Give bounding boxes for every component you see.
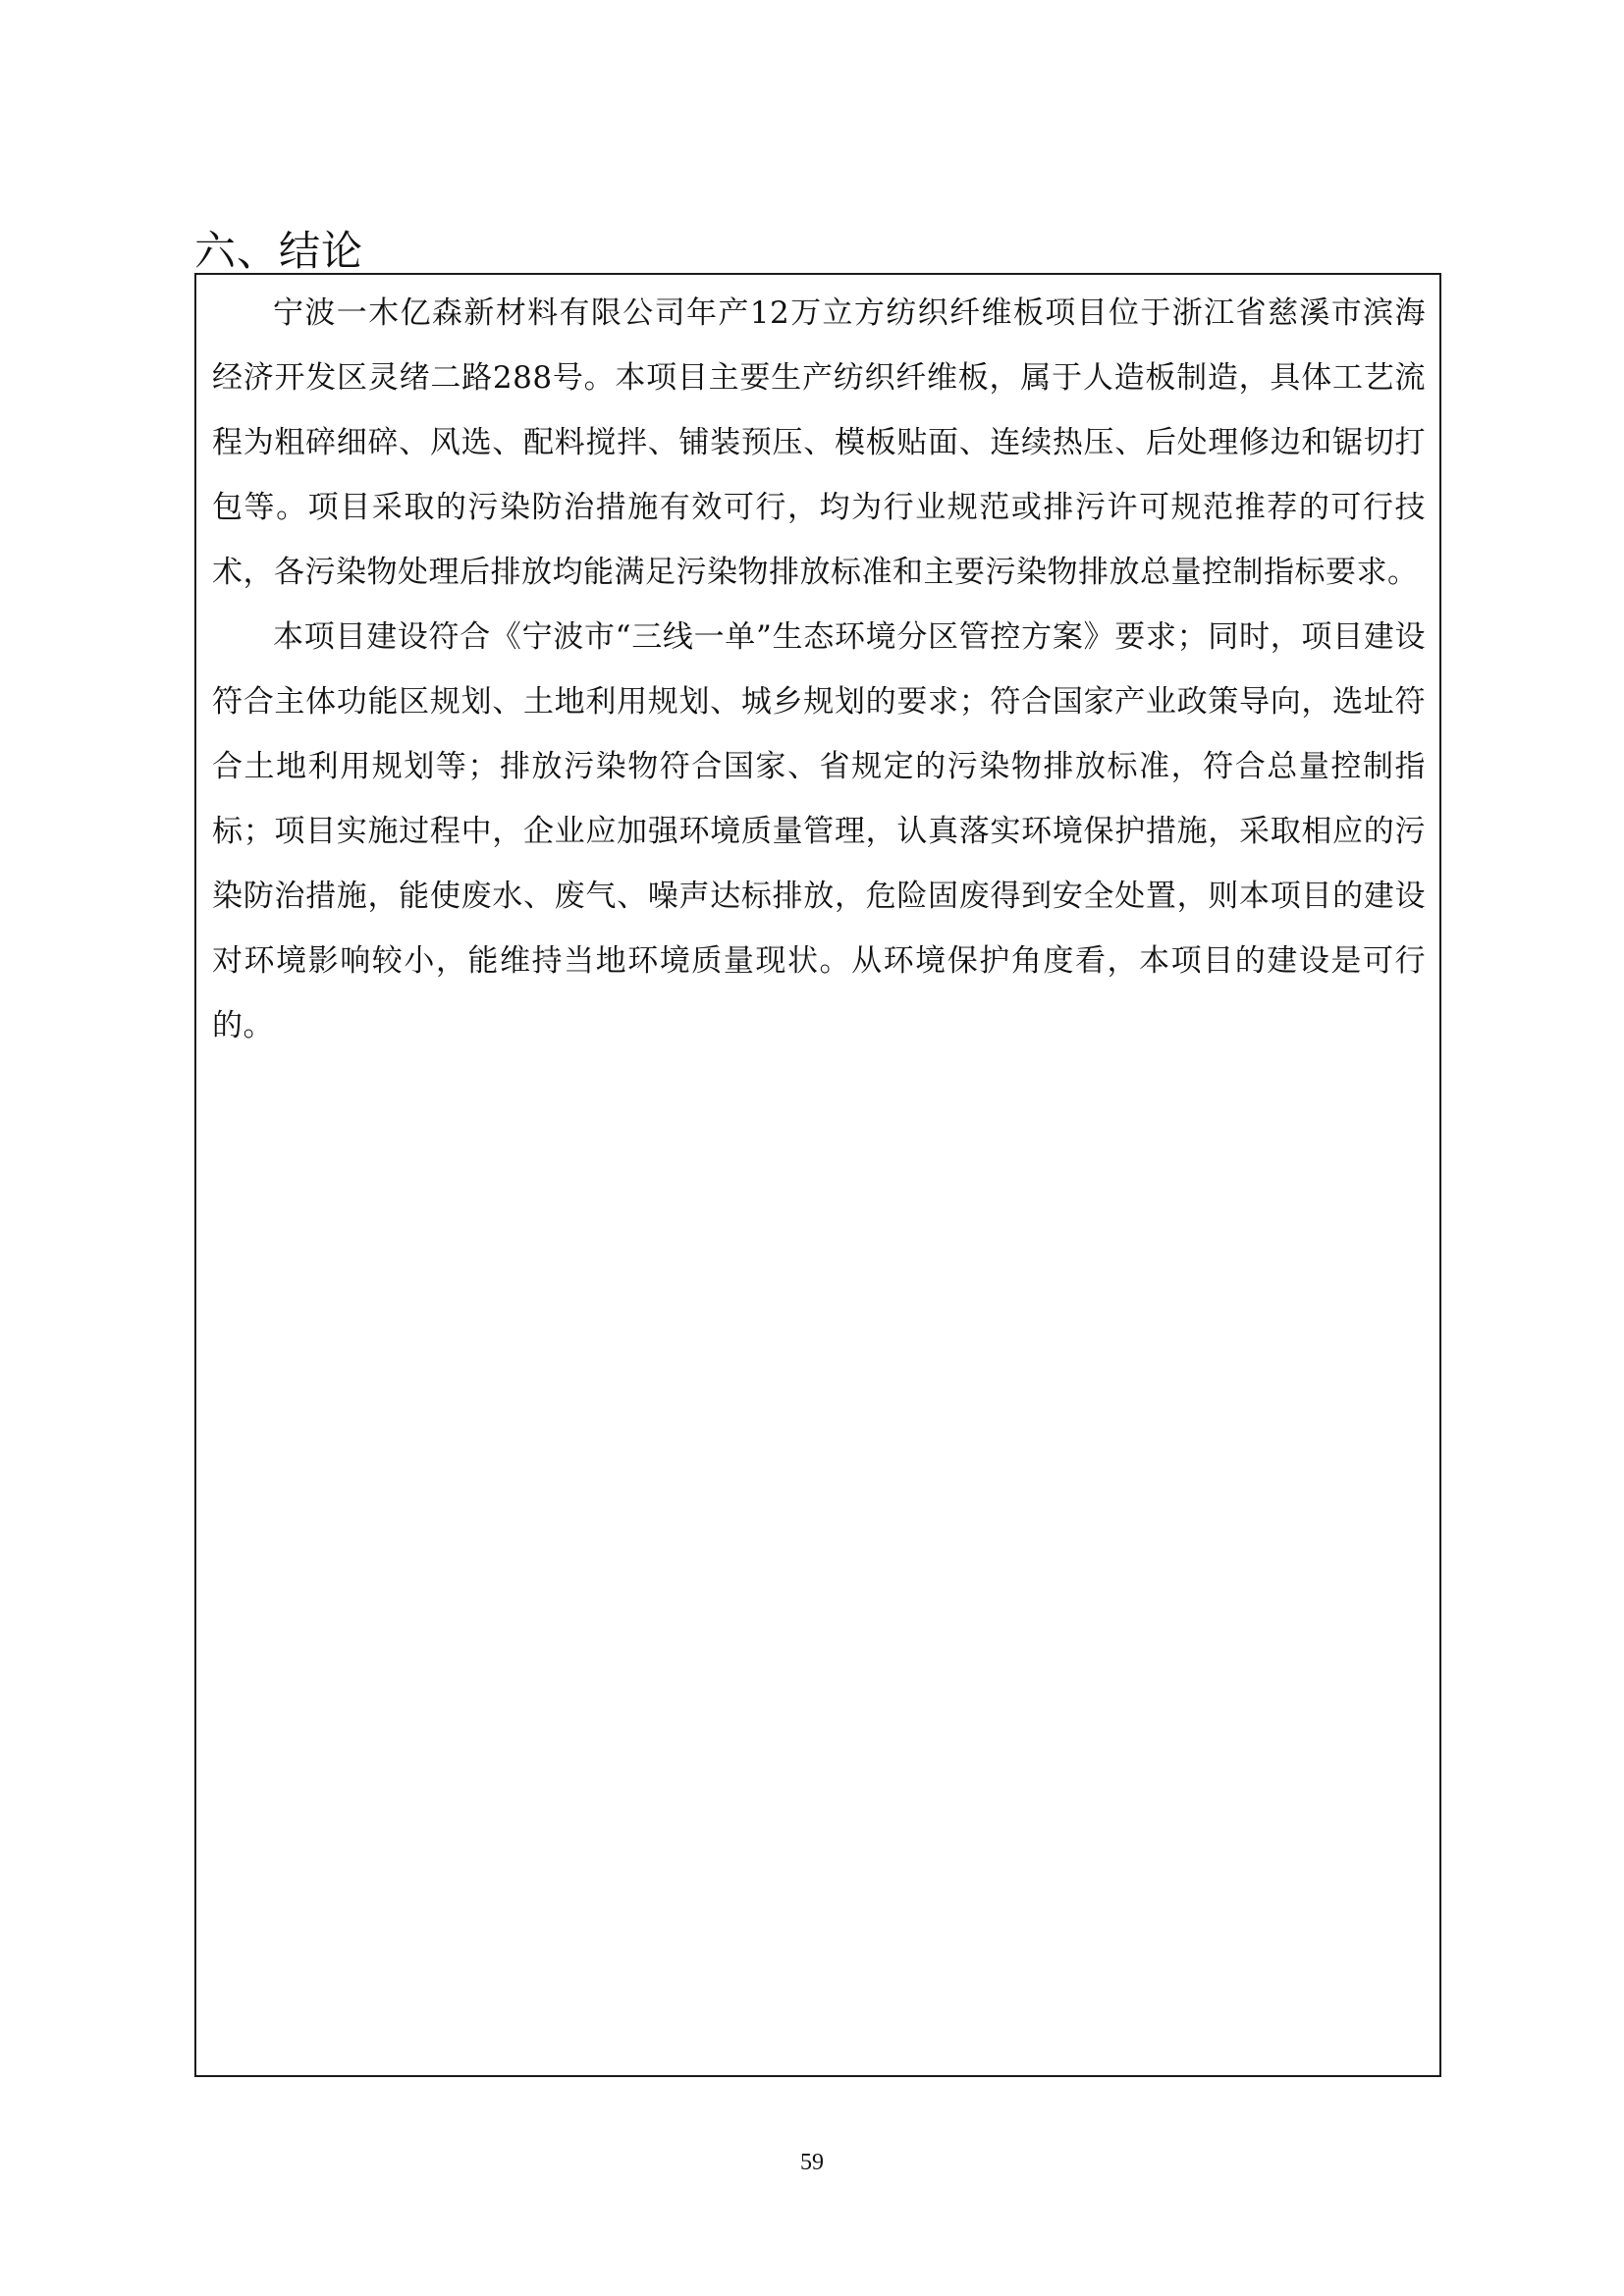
conclusion-box xyxy=(194,273,1441,2077)
conclusion-paragraph-2: 本项目建设符合《宁波市“三线一单”生态环境分区管控方案》要求；同时，项目建设符合主体功能区规划、土地利用规划、城乡规划的要求；符合国家产业政策导向，选址符合土地利用规划等；排放污染物符合国家、省规定的污染物排放标准，符合总量控制指标；项目实施过程中，企业应加强环境质量管理，认真落实环境保护措施，采取相应的污染防治措施，能使废水、废气、噪声达标排放，危险固废得到安全处置，则本项目的建设对环境影响较小，能维持当地环境质量现状。从环境保护角度看，本项目的建设是可行的。 xyxy=(212,619,1426,1043)
conclusion-paragraph-1: 宁波一木亿森新材料有限公司年产12万立方纺织纤维板项目位于浙江省慈溪市滨海经济开发区灵绪二路288号。本项目主要生产纺织纤维板，属于人造板制造，具体工艺流程为粗碎细碎、风选、配料搅拌、铺装预压、模板贴面、连续热压、后处理修边和锯切打包等。项目采取的污染防治措施有效可行，均为行业规范或排污许可规范推荐的可行技术，各污染物处理后排放均能满足污染物排放标准和主要污染物排放总量控制指标要求。 xyxy=(212,295,1426,590)
section-title: 六、结论 xyxy=(194,227,364,276)
page-number: 59 xyxy=(800,2150,824,2175)
